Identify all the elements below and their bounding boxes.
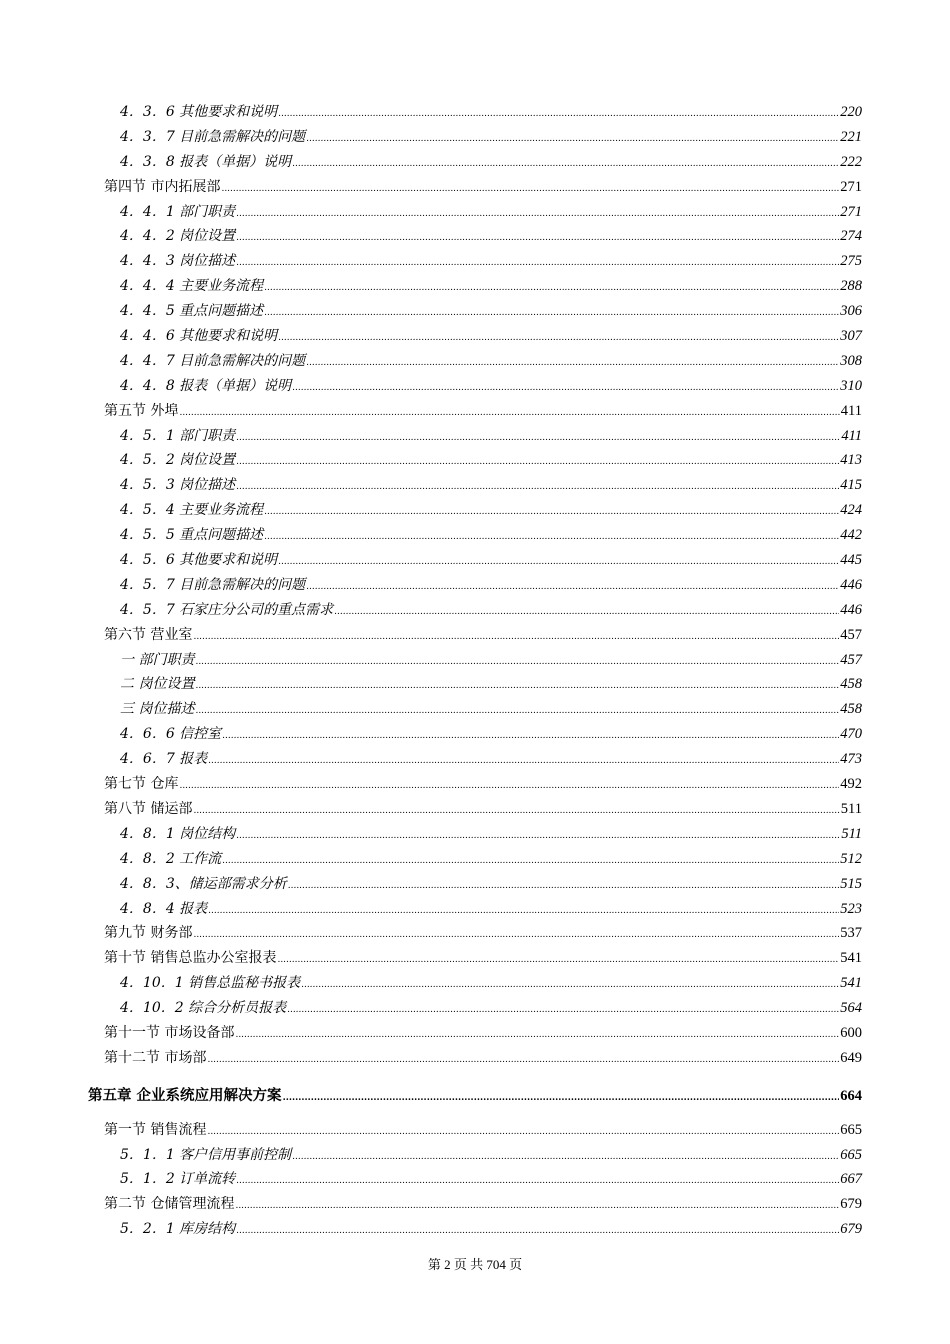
- toc-entry-page-number: 288: [840, 278, 862, 295]
- toc-leader-dots: [179, 401, 839, 426]
- toc-entry[interactable]: [0, 598, 950, 623]
- toc-entry-label: 4．5．6 其他要求和说明: [120, 552, 278, 569]
- toc-entry-page-number: 271: [840, 203, 862, 220]
- toc-entry-page-number: 306: [840, 303, 862, 320]
- toc-leader-dots: [236, 426, 840, 451]
- toc-leader-dots: [193, 923, 839, 948]
- toc-entry-label: 第五章 企业系统应用解决方案: [88, 1086, 282, 1104]
- toc-entry-label: 4．3．6 其他要求和说明: [120, 104, 278, 120]
- toc-entry[interactable]: [0, 175, 950, 200]
- toc-entry[interactable]: [0, 1021, 950, 1046]
- toc-entry-label: 4．5．5 重点问题描述: [120, 527, 264, 544]
- toc-entry-page-number: 511: [840, 800, 862, 817]
- toc-entry[interactable]: [0, 249, 950, 274]
- toc-entry-label: 4．4．5 重点问题描述: [120, 303, 264, 320]
- toc-entry-label: 4．4．4 主要业务流程: [120, 278, 264, 295]
- toc-leader-dots: [207, 1048, 839, 1073]
- toc-entry[interactable]: [0, 548, 950, 573]
- toc-entry-label: 4．5．1 部门职责: [120, 427, 236, 444]
- toc-entry-label: 第五节 外埠: [104, 402, 179, 419]
- toc-entry-label: 4．10．2 综合分析员报表: [120, 1000, 287, 1017]
- toc-entry-label: 三 岗位描述: [120, 701, 195, 718]
- toc-entry-page-number: 511: [841, 825, 862, 842]
- toc-leader-dots: [236, 824, 840, 849]
- toc-entry[interactable]: [0, 125, 950, 150]
- toc-leader-dots: [264, 276, 839, 301]
- toc-entry-page-number: 515: [840, 875, 862, 892]
- toc-entry-page-number: 442: [840, 527, 862, 544]
- toc-entry-page-number: 523: [840, 900, 862, 917]
- toc-entry-label: 5．1．1 客户信用事前控制: [120, 1146, 292, 1163]
- toc-leader-dots: [236, 226, 839, 251]
- toc-entry[interactable]: [0, 996, 950, 1021]
- toc-entry-label: 4．6．6 信控室: [120, 726, 222, 743]
- toc-entry-label: 4．8．1 岗位结构: [120, 825, 236, 842]
- toc-leader-dots: [222, 724, 839, 749]
- toc-entry-page-number: 665: [840, 1146, 862, 1163]
- toc-entry-page-number: 564: [840, 1000, 862, 1017]
- toc-entry-label: 第二节 仓储管理流程: [104, 1196, 235, 1213]
- page-footer: 第 2 页 共 704 页: [427, 1257, 523, 1272]
- toc-leader-dots: [292, 376, 839, 401]
- toc-leader-dots: [195, 650, 839, 675]
- toc-entry-page-number: 458: [840, 676, 862, 693]
- toc-entry[interactable]: [0, 1046, 950, 1071]
- toc-entry-page-number: 541: [840, 950, 862, 967]
- toc-leader-dots: [334, 600, 839, 625]
- toc-leader-dots: [283, 1086, 840, 1111]
- toc-entry-label: 第四节 市内拓展部: [104, 178, 221, 195]
- toc-entry-page-number: 492: [840, 776, 862, 793]
- toc-leader-dots: [221, 177, 839, 202]
- toc-entry-page-number: 679: [840, 1196, 862, 1213]
- toc-leader-dots: [193, 625, 839, 650]
- toc-entry-page-number: 512: [840, 850, 862, 867]
- toc-entry-page-number: 473: [840, 751, 862, 768]
- toc-entry-page-number: 411: [841, 427, 862, 444]
- toc-entry-page-number: 445: [840, 552, 862, 569]
- toc-leader-dots: [236, 475, 839, 500]
- toc-entry-page-number: 307: [840, 328, 862, 345]
- toc-entry-page-number: 220: [840, 104, 862, 120]
- toc-leader-dots: [207, 1120, 839, 1145]
- toc-entry-page-number: 308: [840, 352, 862, 369]
- toc-entry-label: 第八节 储运部: [104, 800, 193, 817]
- toc-entry-page-number: 667: [840, 1171, 862, 1188]
- toc-leader-dots: [208, 749, 839, 774]
- toc-leader-dots: [195, 699, 839, 724]
- toc-entry[interactable]: [0, 1118, 950, 1143]
- toc-entry-label: 第十二节 市场部: [104, 1049, 207, 1066]
- toc-entry-label: 第十一节 市场设备部: [104, 1024, 235, 1041]
- toc-entry-label: 5．2．1 库房结构: [120, 1221, 236, 1238]
- toc-entry-page-number: 457: [840, 651, 862, 668]
- toc-entry-label: 4．8．2 工作流: [120, 850, 222, 867]
- toc-entry[interactable]: [0, 971, 950, 996]
- toc-entry-label: 4．6．7 报表: [120, 751, 208, 768]
- toc-entry-page-number: 446: [840, 601, 862, 618]
- toc-entry-page-number: 274: [840, 228, 862, 245]
- toc-entry[interactable]: [0, 822, 950, 847]
- toc-entry[interactable]: [0, 1084, 950, 1109]
- toc-entry-label: 4．5．3 岗位描述: [120, 477, 236, 494]
- toc-entry[interactable]: [0, 797, 950, 822]
- toc-leader-dots: [235, 1194, 839, 1219]
- toc-entry-page-number: 446: [840, 576, 862, 593]
- toc-entry-page-number: 413: [840, 452, 862, 469]
- toc-entry[interactable]: [0, 747, 950, 772]
- toc-entry-label: 4．4．1 部门职责: [120, 203, 236, 220]
- toc-entry-page-number: 415: [840, 477, 862, 494]
- toc-leader-dots: [195, 674, 839, 699]
- toc-entry-label: 4．4．3 岗位描述: [120, 253, 236, 270]
- toc-entry[interactable]: [0, 946, 950, 971]
- toc-entry-label: 4．4．8 报表（单据）说明: [120, 377, 292, 394]
- toc-entry[interactable]: [0, 872, 950, 897]
- toc-leader-dots: [222, 849, 839, 874]
- toc-entry[interactable]: [0, 473, 950, 498]
- toc-entry-page-number: 310: [840, 377, 862, 394]
- toc-entry-label: 第一节 销售流程: [104, 1121, 207, 1138]
- toc-leader-dots: [292, 1145, 839, 1170]
- toc-entry-page-number: 275: [840, 253, 862, 270]
- toc-entry[interactable]: [0, 100, 950, 125]
- toc-entry-label: 4．5．2 岗位设置: [120, 452, 236, 469]
- toc-entry[interactable]: [0, 697, 950, 722]
- toc-leader-dots: [278, 550, 839, 575]
- toc-leader-dots: [306, 351, 839, 376]
- toc-entry-label: 5．1．2 订单流转: [120, 1171, 236, 1188]
- toc-entry-label: 4．3．7 目前急需解决的问题: [120, 128, 306, 145]
- toc-leader-dots: [264, 500, 839, 525]
- toc-entry[interactable]: [0, 274, 950, 299]
- toc-entry-page-number: 470: [840, 726, 862, 743]
- toc-entry-page-number: 457: [840, 626, 862, 643]
- toc-entry[interactable]: [0, 424, 950, 449]
- toc-entry-label: 二 岗位设置: [120, 676, 195, 693]
- toc-leader-dots: [278, 326, 839, 351]
- toc-entry[interactable]: [0, 772, 950, 797]
- toc-entry-label: 4．4．2 岗位设置: [120, 228, 236, 245]
- toc-entry-label: 第十节 销售总监办公室报表: [104, 950, 277, 967]
- toc-entry-page-number: 221: [840, 128, 862, 145]
- toc-leader-dots: [277, 948, 839, 973]
- toc-entry-label: 4．5．7 石家庄分公司的重点需求: [120, 601, 334, 618]
- toc-leader-dots: [179, 774, 839, 799]
- toc-entry-page-number: 679: [840, 1221, 862, 1238]
- toc-entry[interactable]: [0, 648, 950, 673]
- toc-leader-dots: [235, 1023, 839, 1048]
- toc-entry-label: 4．3．8 报表（单据）说明: [120, 153, 292, 170]
- toc-entry-label: 4．10．1 销售总监秘书报表: [120, 975, 301, 992]
- toc-entry-page-number: 458: [840, 701, 862, 718]
- toc-entry-label: 第七节 仓库: [104, 776, 179, 793]
- toc-entry-label: 4．5．4 主要业务流程: [120, 502, 264, 519]
- toc-entry[interactable]: [0, 324, 950, 349]
- toc-entry-label: 4．8．4 报表: [120, 900, 208, 917]
- toc-entry[interactable]: [0, 349, 950, 374]
- toc-entry[interactable]: [0, 1217, 950, 1242]
- toc-entry-page-number: 222: [840, 153, 862, 170]
- toc-entry-page-number: 424: [840, 502, 862, 519]
- toc-entry-page-number: 537: [840, 925, 862, 942]
- toc-leader-dots: [278, 102, 839, 127]
- toc-entry[interactable]: [0, 200, 950, 225]
- toc-entry[interactable]: [0, 921, 950, 946]
- toc-entry[interactable]: [0, 224, 950, 249]
- toc-entry[interactable]: [0, 399, 950, 424]
- toc-leader-dots: [236, 1219, 839, 1244]
- toc-entry[interactable]: [0, 847, 950, 872]
- toc-entry[interactable]: [0, 623, 950, 648]
- toc-entry-label: 第九节 财务部: [104, 925, 193, 942]
- toc-entry-label: 4．5．7 目前急需解决的问题: [120, 576, 306, 593]
- toc-entry-page-number: 649: [840, 1049, 862, 1066]
- toc-leader-dots: [236, 202, 839, 227]
- toc-leader-dots: [292, 152, 839, 177]
- toc-leader-dots: [264, 301, 839, 326]
- toc-entry[interactable]: [0, 1192, 950, 1217]
- toc-entry-page-number: 600: [840, 1024, 862, 1041]
- toc-entry[interactable]: [0, 1167, 950, 1192]
- toc-leader-dots: [287, 998, 839, 1023]
- toc-entry[interactable]: [0, 1143, 950, 1168]
- toc-leader-dots: [236, 1169, 839, 1194]
- toc-entry[interactable]: [0, 150, 950, 175]
- table-of-contents: [0, 100, 950, 1242]
- toc-entry[interactable]: [0, 672, 950, 697]
- toc-leader-dots: [193, 799, 839, 824]
- toc-leader-dots: [288, 874, 840, 899]
- toc-leader-dots: [306, 575, 839, 600]
- toc-leader-dots: [301, 973, 839, 998]
- toc-entry-page-number: 411: [840, 402, 862, 419]
- toc-leader-dots: [236, 450, 839, 475]
- toc-entry-page-number: 664: [840, 1087, 862, 1104]
- toc-entry-page-number: 271: [840, 178, 862, 195]
- toc-leader-dots: [208, 899, 839, 924]
- toc-entry[interactable]: [0, 299, 950, 324]
- toc-leader-dots: [306, 127, 839, 152]
- toc-leader-dots: [264, 525, 839, 550]
- toc-entry-label: 一 部门职责: [120, 651, 195, 668]
- toc-entry[interactable]: [0, 523, 950, 548]
- toc-entry[interactable]: [0, 448, 950, 473]
- toc-entry[interactable]: [0, 722, 950, 747]
- toc-leader-dots: [236, 251, 839, 276]
- toc-entry[interactable]: [0, 573, 950, 598]
- toc-entry-page-number: 665: [840, 1121, 862, 1138]
- toc-entry-label: 4．8．3、储运部需求分析: [120, 875, 287, 892]
- toc-entry-label: 第六节 营业室: [104, 626, 193, 643]
- toc-entry-label: 4．4．7 目前急需解决的问题: [120, 352, 306, 369]
- toc-entry[interactable]: [0, 374, 950, 399]
- toc-entry-label: 4．4．6 其他要求和说明: [120, 328, 278, 345]
- toc-entry[interactable]: [0, 897, 950, 922]
- toc-entry[interactable]: [0, 498, 950, 523]
- toc-entry-page-number: 541: [840, 975, 862, 992]
